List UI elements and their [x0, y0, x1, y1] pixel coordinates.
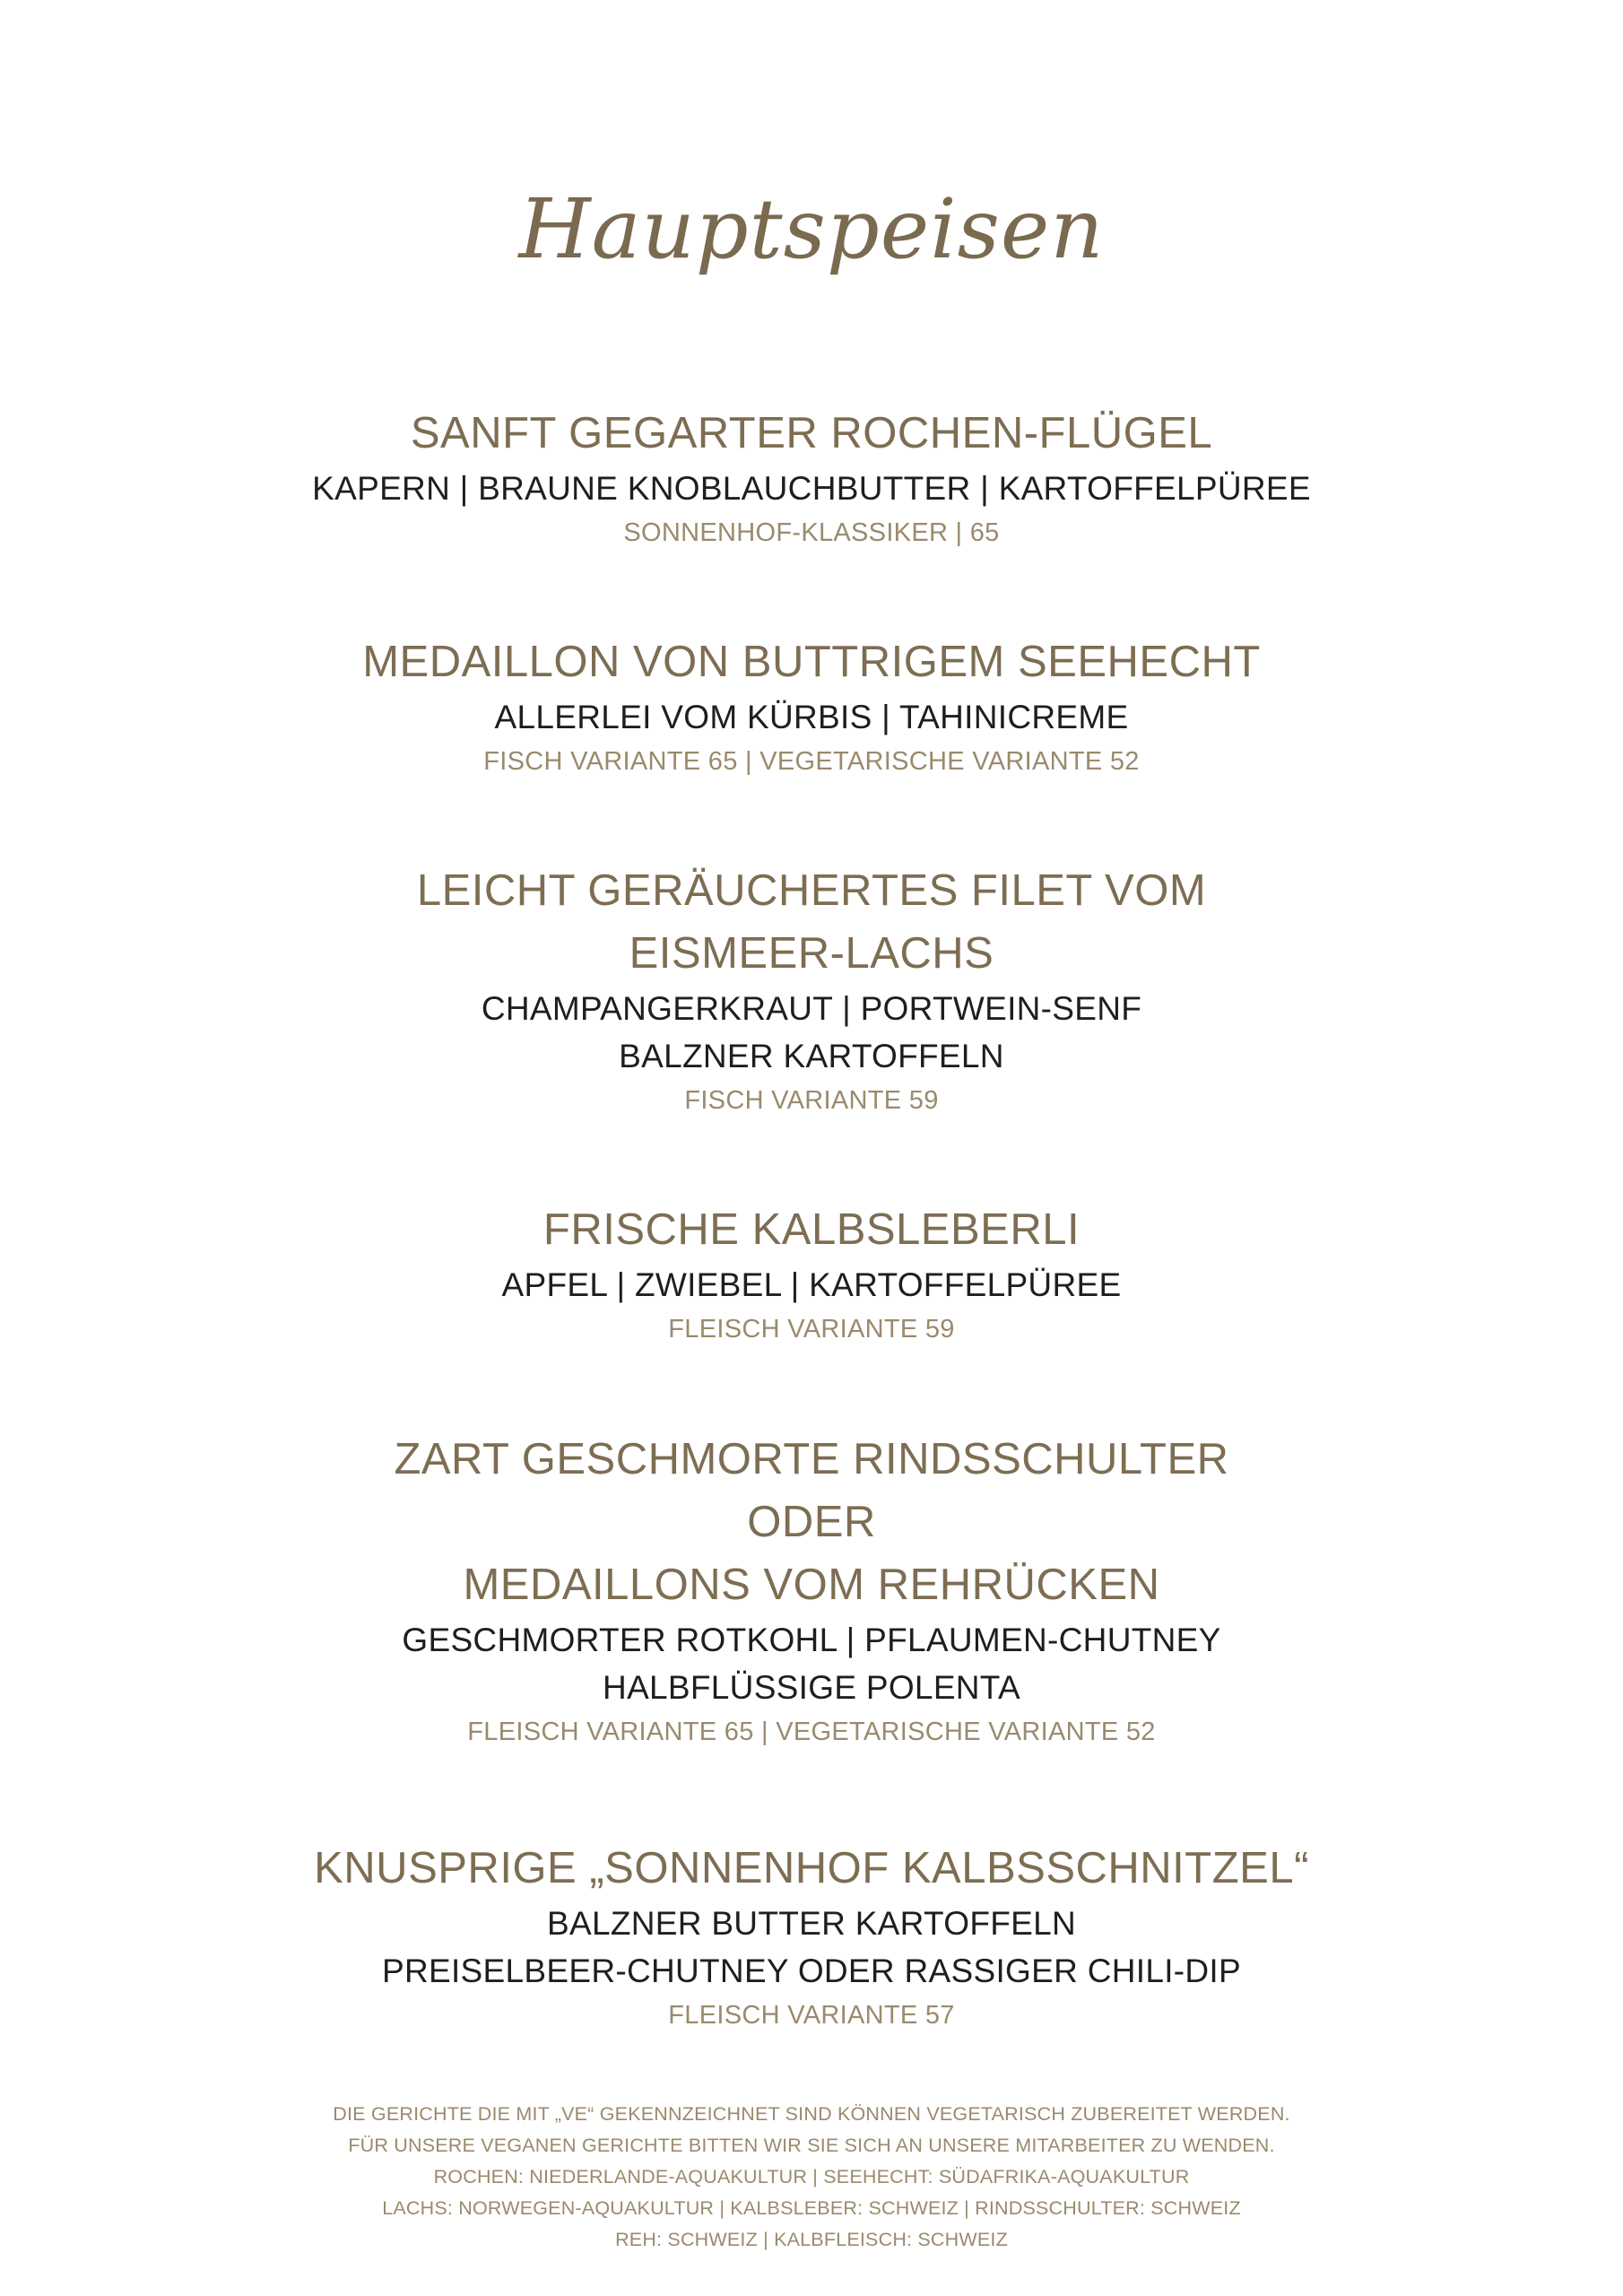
dish-price: FLEISCH VARIANTE 65 | VEGETARISCHE VARIANTE 52: [467, 1718, 1156, 1746]
dish-name: ZART GESCHMORTE RINDSSCHULTER: [394, 1435, 1229, 1483]
footnote-origin-mixed: LACHS: NORWEGEN-AQUAKULTUR | KALBSLEBER: SCHWEIZ | RINDSSCHULTER: SCHWEIZ: [382, 2197, 1241, 2219]
dish-name: MEDAILLON VON BUTTRIGEM SEEHECHT: [362, 638, 1261, 686]
dish-name: FRISCHE KALBSLEBERLI: [542, 1205, 1081, 1254]
footnote-vegan: FÜR UNSERE VEGANEN GERICHTE BITTEN WIR SIE SICH AN UNSERE MITARBEITER ZU WENDEN.: [348, 2135, 1275, 2156]
dish-description: BALZNER KARTOFFELN: [619, 1038, 1004, 1074]
footnote-origin-fish: ROCHEN: NIEDERLANDE-AQUAKULTUR | SEEHECHT: SÜDAFRIKA-AQUAKULTUR: [433, 2166, 1190, 2187]
dish-description: BALZNER BUTTER KARTOFFELN: [546, 1905, 1076, 1942]
dish-lachs: [0, 859, 1623, 1121]
dish-price: FISCH VARIANTE 65 | VEGETARISCHE VARIANTE 52: [483, 747, 1140, 776]
dish-description: APFEL | ZWIEBEL | KARTOFFELPÜREE: [501, 1266, 1122, 1303]
dish-name: MEDAILLONS VOM REHRÜCKEN: [463, 1561, 1160, 1609]
dish-name: KNUSPRIGE „SONNENHOF KALBSSCHNITZEL“: [314, 1844, 1309, 1892]
dish-price: FLEISCH VARIANTE 59: [668, 1315, 955, 1344]
dish-description: HALBFLÜSSIGE POLENTA: [603, 1669, 1020, 1706]
dish-description: GESCHMORTER ROTKOHL | PFLAUMEN-CHUTNEY: [402, 1622, 1221, 1658]
dish-description: CHAMPANGERKRAUT | PORTWEIN-SENF: [481, 990, 1142, 1027]
dish-price: SONNENHOF-KLASSIKER | 65: [623, 518, 1000, 547]
dish-description: ALLERLEI VOM KÜRBIS | TAHINICREME: [494, 699, 1129, 735]
dish-rochen: [0, 402, 1623, 553]
dish-description: PREISELBEER-CHUTNEY ODER RASSIGER CHILI-DIP: [382, 1952, 1241, 1989]
footnote-vegetarian: DIE GERICHTE DIE MIT „VE“ GEKENNZEICHNET SIND KÖNNEN VEGETARISCH ZUBEREITET WERDEN.: [333, 2103, 1290, 2125]
dish-rindsschulter: [0, 1428, 1623, 1752]
footnote-origin-meat: REH: SCHWEIZ | KALBFLEISCH: SCHWEIZ: [615, 2229, 1008, 2250]
footnotes: [0, 2099, 1623, 2256]
dish-name: EISMEER-LACHS: [629, 929, 994, 978]
dish-price: FISCH VARIANTE 59: [684, 1086, 939, 1115]
page-title: Hauptspeisen: [518, 181, 1105, 277]
dish-description: KAPERN | BRAUNE KNOBLAUCHBUTTER | KARTOFFELPÜREE: [312, 470, 1311, 507]
dish-seehecht: [0, 631, 1623, 782]
dish-name: LEICHT GERÄUCHERTES FILET VOM: [416, 866, 1207, 915]
dish-name: ODER: [747, 1498, 876, 1546]
dish-kalbsleberli: [0, 1198, 1623, 1350]
dish-price: FLEISCH VARIANTE 57: [668, 2001, 955, 2030]
dish-name: SANFT GEGARTER ROCHEN-FLÜGEL: [410, 409, 1213, 457]
dish-kalbsschnitzel: [0, 1837, 1623, 2036]
